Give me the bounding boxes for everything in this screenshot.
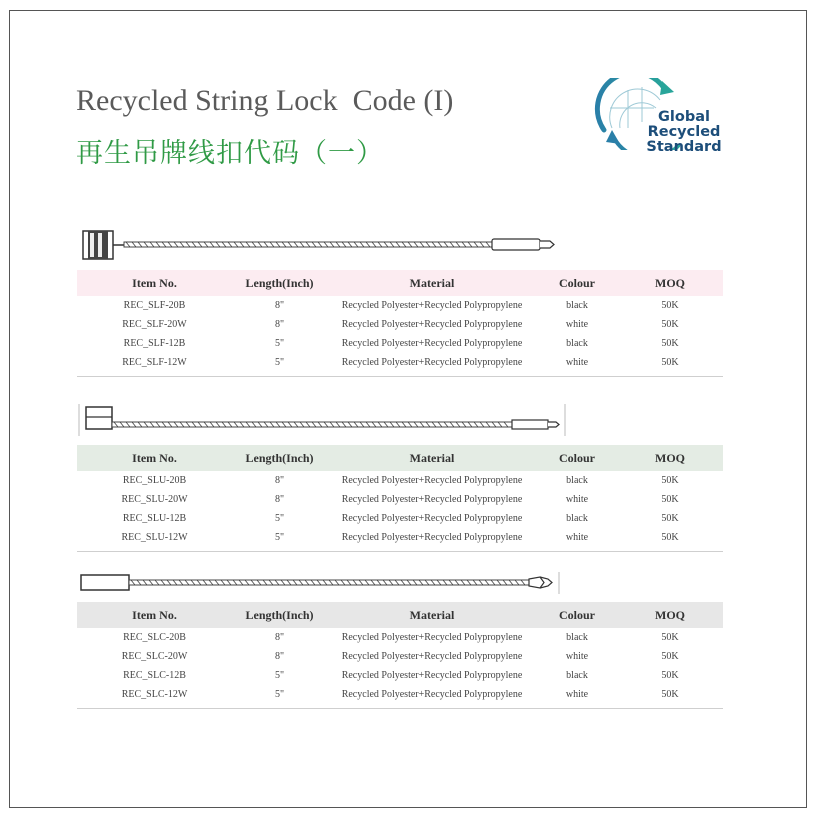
header-moq: MOQ xyxy=(617,602,723,628)
table-row xyxy=(77,296,723,315)
item-no-cell: REC_SLC-12W xyxy=(77,685,232,709)
material-cell: Recycled Polyester+Recycled Polypropylene xyxy=(327,353,537,377)
table-header-row xyxy=(77,445,723,471)
item-no-cell: REC_SLC-12B xyxy=(123,670,186,681)
string-lock-c-icon xyxy=(78,570,562,596)
header-material: Material xyxy=(327,270,537,296)
table-row xyxy=(77,353,723,377)
table-row xyxy=(77,509,723,528)
length-cell: 5" xyxy=(232,685,327,709)
length-cell: 8" xyxy=(274,319,285,330)
table-row xyxy=(77,490,723,509)
colour-cell: white xyxy=(565,651,589,662)
material-cell: Recycled Polyester+Recycled Polypropylene xyxy=(327,685,537,709)
material-cell: Recycled Polyester+Recycled Polypropylene xyxy=(341,300,523,311)
length-cell: 8" xyxy=(274,494,285,505)
spec-table-slc xyxy=(77,602,723,709)
grs-logo-line2: Standard xyxy=(646,139,722,155)
colour-cell: black xyxy=(566,670,588,681)
spec-table-slf xyxy=(77,270,723,377)
moq-cell: 50K xyxy=(661,513,679,524)
table-row xyxy=(77,647,723,666)
header-item-no: Item No. xyxy=(77,602,232,628)
table-row xyxy=(77,471,723,490)
table-row xyxy=(77,628,723,647)
moq-cell: 50K xyxy=(661,319,679,330)
material-cell: Recycled Polyester+Recycled Polypropylene xyxy=(341,632,523,643)
length-cell: 8" xyxy=(274,651,285,662)
item-no-cell: REC_SLC-20B xyxy=(123,632,186,643)
table-header-row xyxy=(77,602,723,628)
material-cell: Recycled Polyester+Recycled Polypropylene xyxy=(341,338,523,349)
title-chinese: 再生吊牌线扣代码（一） xyxy=(76,138,384,169)
colour-cell: black xyxy=(566,513,588,524)
moq-cell: 50K xyxy=(661,651,679,662)
length-cell: 5" xyxy=(274,338,285,349)
table-row xyxy=(77,315,723,334)
table-row xyxy=(77,666,723,685)
moq-cell: 50K xyxy=(661,475,679,486)
material-cell: Recycled Polyester+Recycled Polypropylene xyxy=(341,475,523,486)
header-length: Length(Inch) xyxy=(232,445,327,471)
colour-cell: black xyxy=(566,632,588,643)
item-no-cell: REC_SLU-12B xyxy=(122,513,187,524)
colour-cell: white xyxy=(537,528,617,552)
header-material: Material xyxy=(327,445,537,471)
length-cell: 5" xyxy=(232,528,327,552)
moq-cell: 50K xyxy=(617,528,723,552)
length-cell: 8" xyxy=(274,632,285,643)
colour-cell: black xyxy=(566,338,588,349)
length-cell: 5" xyxy=(274,513,285,524)
header-length: Length(Inch) xyxy=(232,602,327,628)
colour-cell: white xyxy=(565,319,589,330)
length-cell: 5" xyxy=(274,670,285,681)
header-colour: Colour xyxy=(537,602,617,628)
header-length: Length(Inch) xyxy=(232,270,327,296)
item-no-cell: REC_SLF-20B xyxy=(123,300,186,311)
length-cell: 8" xyxy=(274,475,285,486)
material-cell: Recycled Polyester+Recycled Polypropylene xyxy=(341,494,523,505)
material-cell: Recycled Polyester+Recycled Polypropylene xyxy=(327,528,537,552)
moq-cell: 50K xyxy=(661,632,679,643)
grs-logo-text xyxy=(621,110,747,155)
title-english: Recycled String Lock Code (I) xyxy=(76,84,454,117)
moq-cell: 50K xyxy=(661,300,679,311)
table-header-row xyxy=(77,270,723,296)
colour-cell: white xyxy=(537,685,617,709)
item-no-cell: REC_SLF-12W xyxy=(77,353,232,377)
header-moq: MOQ xyxy=(617,445,723,471)
moq-cell: 50K xyxy=(661,338,679,349)
item-no-cell: REC_SLF-20W xyxy=(122,319,187,330)
item-no-cell: REC_SLU-12W xyxy=(77,528,232,552)
item-no-cell: REC_SLC-20W xyxy=(121,651,188,662)
string-lock-flat-icon xyxy=(78,228,558,262)
moq-cell: 50K xyxy=(617,353,723,377)
header-item-no: Item No. xyxy=(77,445,232,471)
header-material: Material xyxy=(327,602,537,628)
colour-cell: black xyxy=(566,300,588,311)
table-row xyxy=(77,334,723,353)
header-colour: Colour xyxy=(537,445,617,471)
table-row xyxy=(77,528,723,552)
length-cell: 5" xyxy=(232,353,327,377)
length-cell: 8" xyxy=(274,300,285,311)
material-cell: Recycled Polyester+Recycled Polypropylene xyxy=(341,513,523,524)
material-cell: Recycled Polyester+Recycled Polypropylene xyxy=(341,319,523,330)
material-cell: Recycled Polyester+Recycled Polypropylene xyxy=(341,651,523,662)
item-no-cell: REC_SLF-12B xyxy=(123,338,186,349)
item-no-cell: REC_SLU-20W xyxy=(121,494,188,505)
item-no-cell: REC_SLU-20B xyxy=(122,475,187,486)
moq-cell: 50K xyxy=(617,685,723,709)
header-item-no: Item No. xyxy=(77,270,232,296)
header-moq: MOQ xyxy=(617,270,723,296)
moq-cell: 50K xyxy=(661,670,679,681)
grs-logo-line1: Global Recycled xyxy=(647,109,721,140)
string-lock-u-icon xyxy=(78,402,568,438)
colour-cell: white xyxy=(565,494,589,505)
spec-table-slu xyxy=(77,445,723,552)
table-row xyxy=(77,685,723,709)
material-cell: Recycled Polyester+Recycled Polypropylene xyxy=(341,670,523,681)
moq-cell: 50K xyxy=(661,494,679,505)
colour-cell: black xyxy=(566,475,588,486)
colour-cell: white xyxy=(537,353,617,377)
header-colour: Colour xyxy=(537,270,617,296)
